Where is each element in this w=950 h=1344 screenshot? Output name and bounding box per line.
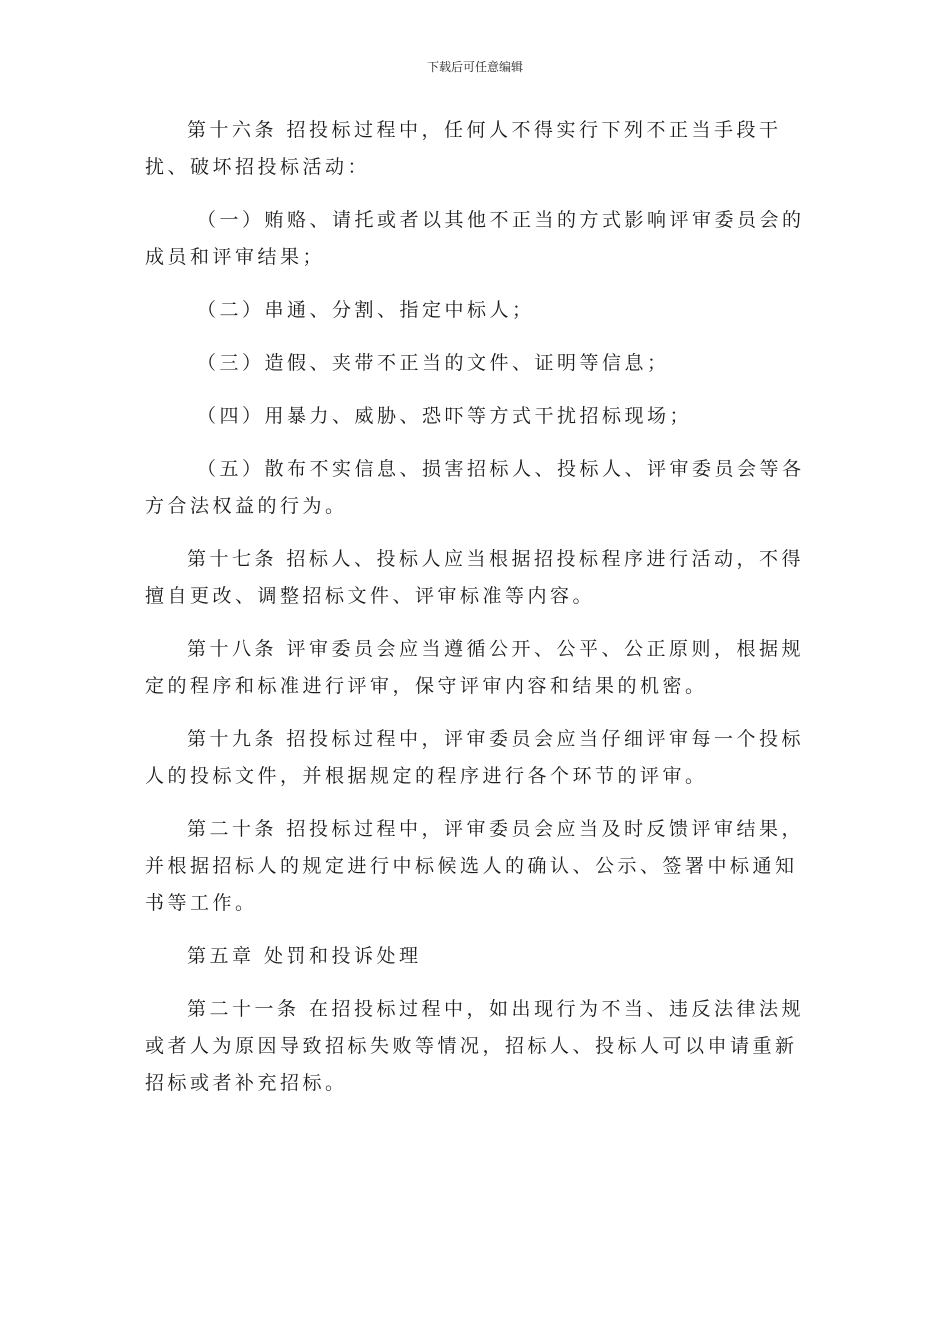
chapter-heading: 第五章 处罚和投诉处理 [187, 945, 422, 967]
list-item-4: （四）用暴力、威胁、恐吓等方式干扰招标现场； [197, 405, 693, 427]
article-17: 第十七条 招标人、投标人应当根据招投标程序进行活动，不得擅自更改、调整招标文件、评审标准等内容。 [145, 548, 805, 607]
article-16: 第十六条 招投标过程中，任何人不得实行下列不正当手段干扰、破坏招投标活动： [145, 119, 782, 178]
page-header: 下载后可任意编辑 [426, 60, 523, 74]
list-item-3: （三）造假、夹带不正当的文件、证明等信息； [197, 352, 670, 374]
article-18: 第十八条 评审委员会应当遵循公开、公平、公正原则，根据规定的程序和标准进行评审，保守评审内容和结果的机密。 [145, 638, 805, 697]
list-item-1: （一）贿赂、请托或者以其他不正当的方式影响评审委员会的成员和评审结果； [145, 209, 805, 268]
list-item-2: （二）串通、分割、指定中标人； [197, 299, 535, 321]
article-21: 第二十一条 在招投标过程中，如出现行为不当、违反法律法规或者人为原因导致招标失败等情况，招标人、投标人可以申请重新招标或者补充招标。 [145, 998, 805, 1094]
document-body [145, 112, 810, 1118]
article-19: 第十九条 招投标过程中，评审委员会应当仔细评审每一个投标人的投标文件，并根据规定的程序进行各个环节的评审。 [145, 728, 805, 787]
article-20: 第二十条 招投标过程中，评审委员会应当及时反馈评审结果，并根据招标人的规定进行中标候选人的确认、公示、签署中标通知书等工作。 [145, 818, 805, 914]
list-item-5: （五）散布不实信息、损害招标人、投标人、评审委员会等各方合法权益的行为。 [145, 458, 805, 517]
